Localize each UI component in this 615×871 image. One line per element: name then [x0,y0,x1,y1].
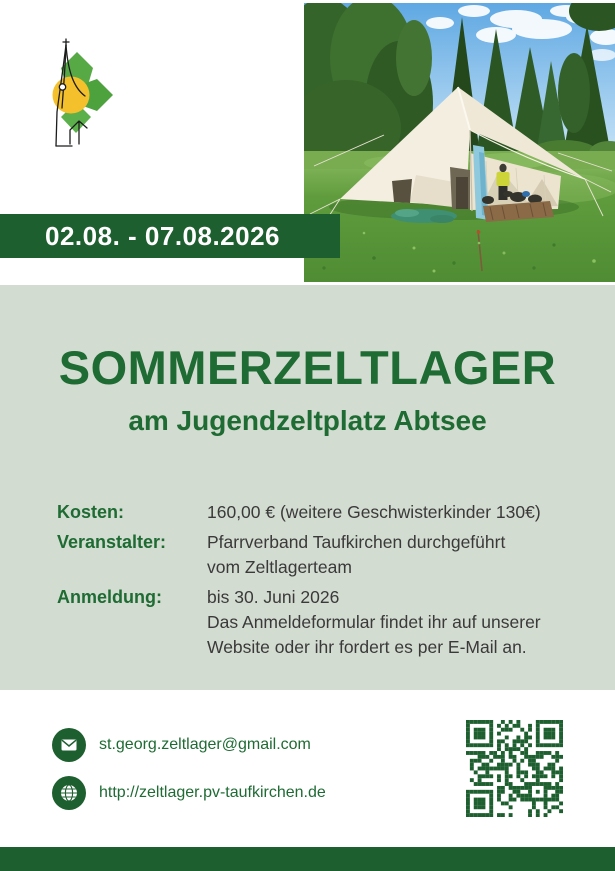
email-link[interactable]: st.georg.zeltlager@gmail.com [99,736,311,753]
detail-line: bis 30. Juni 2026 [207,587,340,607]
detail-line: Das Anmeldeformular findet ihr auf unserer [207,612,541,632]
qr-code [466,720,563,817]
date-range-text: 02.08. - 07.08.2026 [45,220,281,251]
globe-icon [52,776,86,810]
detail-row-kosten [57,500,587,525]
detail-row-veranstalter [57,530,587,580]
page-title: SOMMERZELTLAGER [58,341,557,394]
email-row [52,728,311,762]
detail-line: 160,00 € (weitere Geschwisterkinder 130€) [207,502,541,522]
website-row [52,776,326,810]
detail-label: Veranstalter: [57,532,167,552]
detail-row-anmeldung [57,585,587,660]
details-list [57,500,587,665]
church-logo [36,38,120,154]
main-section [0,285,615,690]
website-link[interactable]: http://zeltlager.pv-taufkirchen.de [99,784,326,801]
detail-label: Kosten: [57,502,124,522]
detail-value [207,585,541,660]
page-subtitle: am Jugendzeltplatz Abtsee [128,405,487,436]
detail-line: Website oder ihr fordert es per E-Mail an. [207,637,527,657]
date-banner [0,214,340,258]
detail-value [207,500,541,525]
detail-value [207,530,505,580]
footer-bar [0,847,615,871]
detail-line: Pfarrverband Taufkirchen durchgeführt [207,532,506,552]
envelope-icon [52,728,86,762]
detail-label: Anmeldung: [57,587,162,607]
tent-photo [304,3,615,282]
detail-line: vom Zeltlagerteam [207,557,352,577]
